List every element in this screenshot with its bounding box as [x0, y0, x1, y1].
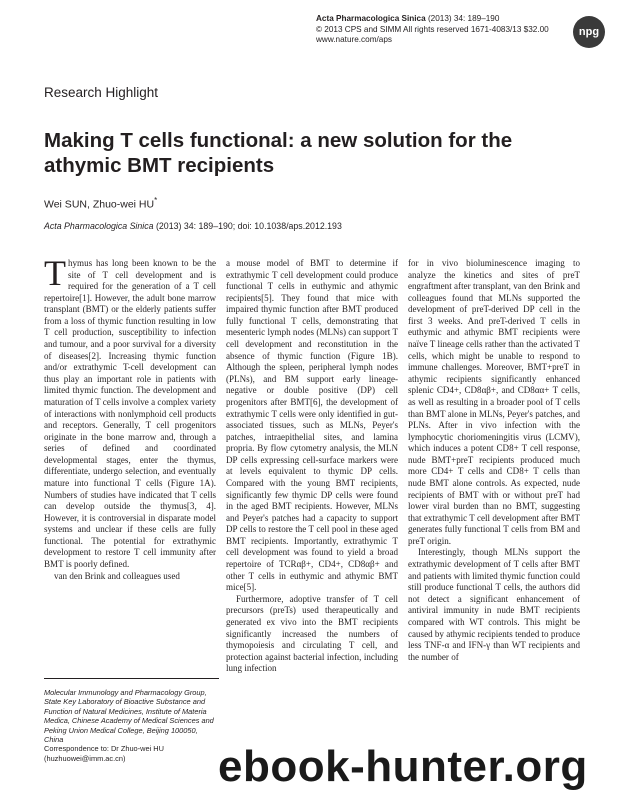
- correspondence: Correspondence to: Dr Zhuo-wei HU: [44, 744, 164, 754]
- paragraph: van den Brink and colleagues used: [54, 570, 180, 581]
- citation-line: [44, 221, 342, 231]
- paragraph: [44, 253, 216, 571]
- journal-issue: (2013) 34: 189–190: [425, 14, 500, 23]
- journal-header: [316, 14, 549, 46]
- author-line: [44, 196, 157, 211]
- body-column-2: [226, 258, 398, 675]
- affiliation-footnote: [44, 678, 219, 763]
- section-label: Research Highlight: [44, 85, 159, 100]
- npg-logo: npg: [573, 16, 605, 48]
- citation-details: (2013) 34: 189–190; doi: 10.1038/aps.2012.193: [153, 221, 342, 231]
- citation-journal: Acta Pharmacologica Sinica: [44, 221, 154, 231]
- paragraph: for in vivo bioluminescence imaging to analyze the kinetics and sites of preT engraftment after transplant, van den Brink and colleagues found that MLNs supported the development of preT-derived DP cell in the first 3 weeks. And preT-derived T cells in euthymic and athymic BMT recipients were naïve T lineage cells rather than the activated T cells, which might be unable to respond to immune challenges. Moreover, BMT+preT in athymic recipients significantly enhanced splenic CD4+, CD8αβ+, and CD8αα+ T cells, as well as resulting in a broader pool of T cells than BMT alone in MLNs, Peyer's patches, and PLNs. After in vivo infection with the lymphocytic choriomeningitis virus (LCMV), which induces a potent CD8+ T cell response, nude BMT+preT recipients produced much more CD4+ T cells and CD8+ T cells than nude BMT alone controls. As expected, nude recipients of BMT with or without preT had lower viral burden than no BMT, suggesting that extrathymic T cell development after BMT generates fully functional T cells from BM and preT origin.: [408, 258, 580, 546]
- paragraph: a mouse model of BMT to determine if extrathymic T cell development could produce functional T cells in euthymic and athymic recipients[5]. They found that mice with impaired thymic function after BMT produced fully functional T cells, demonstrating that mesenteric lymph nodes (MLNs) can support T cell development and reconstitution in the absence of thymic function (Figure 1B). Although the spleen, peripheral lymph nodes (PLNs), and BM support early lineage-negative or double positive (DP) cell progenitors after BMT[6], the development of extrathymic T cells were only identified in gut-associated tissues, such as MLNs, Peyer's patches, intraepithelial sites, and lamina propria. By flow cytometry analysis, the MLN DP cells expressing cell-surface markers were at levels equivalent to thymic DP cells. Compared with the young BMT recipients, significantly few thymic DP cells were found in the aged BMT recipients. However, MLNs and Peyer's patches had a capacity to support DP cells to restore the T cell pool in these aged BMT recipients. Importantly, extrathymic T cell development was found to yield a broad repertoire of TCRαβ+, CD4+, CD8αβ+ and other T cells in euthymic and athymic BMT mice[5].: [226, 258, 398, 593]
- affiliation: Molecular Immunology and Pharmacology Group, State Key Laboratory of Bioactive Substance and Function of Natural Medicines, Institute of Materia Medica, Chinese Academy of Medical Sciences and Peking Union Medical College, Beijing 100050, China: [44, 688, 214, 745]
- journal-name: Acta Pharmacologica Sinica: [316, 14, 426, 23]
- watermark: ebook-hunter.org: [218, 742, 588, 791]
- authors: Wei SUN, Zhuo-wei HU: [44, 198, 155, 211]
- email[interactable]: (huzhuowei@imm.ac.cn): [44, 753, 126, 763]
- paragraph: Interestingly, though MLNs support the extrathymic development of T cells after BMT and patients with limited thymic function could still produce functional T cells, the authors did not detect a significant enhancement of antiviral immunity in nude BMT recipients compared with WT controls. This might be caused by athymic recipients tended to produce less TNF-α and IFN-γ than WT recipients and the number of: [408, 547, 580, 662]
- article-title: Making T cells functional: a new solution for the athymic BMT recipients: [44, 129, 513, 177]
- drop-cap: T: [44, 253, 66, 293]
- body-column-1: [44, 253, 216, 582]
- copyright-line: © 2013 CPS and SIMM All rights reserved 1671-4083/13 $32.00: [316, 24, 549, 34]
- paragraph-text: hymus has long been known to be the site of T cell development and is required for the generation of a T cell repertoire[1]. However, the adult bone marrow transplant (BMT) or the elderly patients suffer from a loss of thymic function resulting in low T cell production, susceptibility to infection and tumour, and a poor survival for a diversity of diseases[2]. Increasing thymic function and/or extrathymic T-cell development can thus play an important role in patients with limited thymic function. The development and maturation of T cells involve a complex variety of interactions with nonlymphoid cell products and receptors. Generally, T cell progenitors originate in the bone marrow and, through a series of defined and coordinated developmental stages, enter the thymus, differentiate, undergo selection, and eventually mature into functional T cells (Figure 1A). Numbers of studies have indicated that T cells can develop outside the thymus[3, 4]. However, it is controversial in disparate model systems and unclear if these cells are fully functional. The potential for extrathymic development to restore T cell immunity after BMT is poorly defined.: [44, 258, 216, 570]
- journal-url[interactable]: www.nature.com/aps: [316, 35, 392, 44]
- corresponding-mark: *: [154, 196, 158, 205]
- body-column-3: [408, 258, 580, 663]
- paragraph: Furthermore, adoptive transfer of T cell precursors (preTs) used therapeutically and generated ex vivo into the BMT recipients significantly increased the numbers of thymopoiesis and circulating T cell, and protection against bacterial infection, including lung infection: [226, 593, 398, 674]
